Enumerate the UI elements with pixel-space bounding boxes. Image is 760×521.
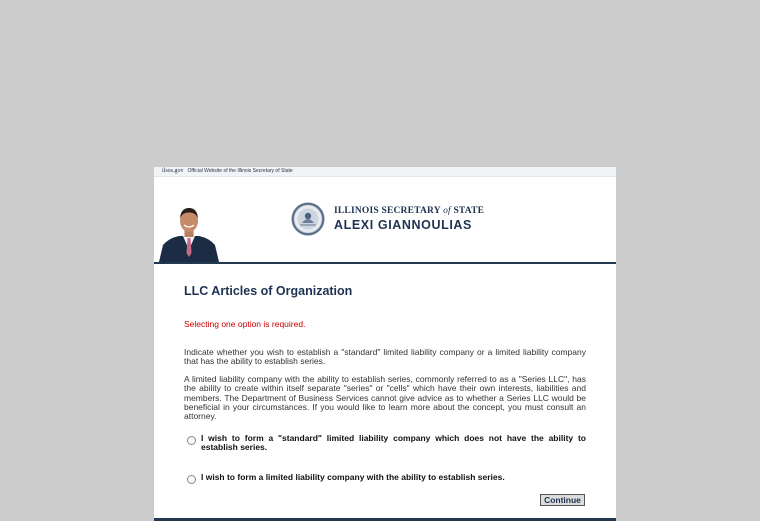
- error-message: Selecting one option is required.: [184, 319, 306, 329]
- continue-button[interactable]: Continue: [540, 494, 585, 506]
- site-domain[interactable]: ilsos.gov: [162, 168, 184, 174]
- officeholder-name: ALEXI GIANNOULIAS: [334, 218, 472, 232]
- series-info-paragraph: A limited liability company with the ability to establish series, commonly referred to as a "Series LLC", has the ability to create within itself separate "series" or "cells" which have their own interests, liabilities and members. The Department of Business Services cannot give advice as to whether a Series LLC would be beneficial in your circumstances. If you would like to learn more about the concept, you must consult an attorney.: [184, 374, 586, 422]
- form-content: [184, 284, 586, 505]
- office-title: ILLINOIS SECRETARY of STATE: [334, 206, 485, 216]
- page-title: LLC Articles of Organization: [184, 284, 353, 298]
- series-llc-label[interactable]: I wish to form a limited liability company with the ability to establish series.: [201, 472, 505, 482]
- header-banner: [154, 177, 616, 264]
- top-strip: [154, 167, 616, 177]
- series-llc-radio[interactable]: [187, 475, 196, 484]
- standard-llc-label[interactable]: I wish to form a "standard" limited liability company which does not have the ability to establish series.: [201, 433, 586, 453]
- state-seal-icon: [291, 202, 325, 236]
- secretary-portrait: [159, 205, 219, 262]
- page-container: [154, 167, 616, 521]
- intro-paragraph: Indicate whether you wish to establish a "standard" limited liability company or a limited liability company that has the ability to establish series.: [184, 347, 586, 367]
- standard-llc-radio[interactable]: [187, 436, 196, 445]
- official-website-text: Official Website of the Illinois Secretary of State: [187, 168, 293, 174]
